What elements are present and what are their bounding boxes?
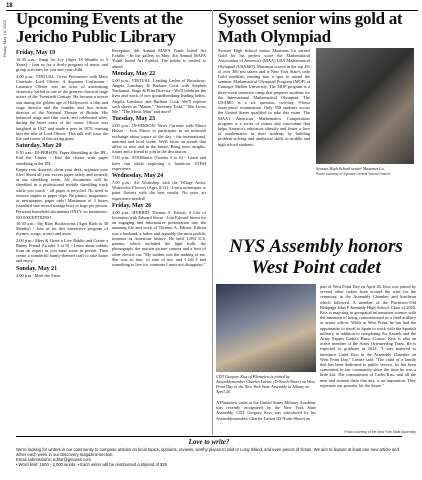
side-date: Friday, May 19, 2023	[2, 20, 7, 58]
student-photo-caption: Syosset High School senior Maximus Lu.	[316, 166, 385, 171]
event-paragraph: 2:00 p.m.: HYBRID: Thomas A. Edison: A Life of Invention with Edward Sierra - Join Edward Sierra for an engaging and informative presentation into the amazing life and work of Thomas A. Edison. Edison was a husband, a father and arguably the most prolific inventor in American history. He held 1,093 U.S. patents, which included the light bulb, the phonograph, the motion picture camera and a host of other electric car. "My mother was the making of me. She was so true, so sure of me; and I felt I had something to live for, someone I must not disappoint."	[112, 209, 206, 267]
event-paragraph: 10:30 a.m.: Itty Bitty Bookworms (Ages Birth to 30 Months) - Join us for this interactive program of rhymes, songs, stories and more.	[16, 220, 108, 237]
event-paragraph: 2:00 p.m.: Meet the Artist	[16, 272, 61, 278]
event-day-heading: Friday, May 26	[112, 202, 152, 209]
cadet-photo-caption: CDT Gregory Kiss of Plainview is joined by Assemblymember Charles Lavine (D-North Shore) on West Point Day in the New York State Assembly in Albany on April 26.	[216, 374, 315, 394]
event-day-heading: Friday, May 19	[16, 50, 56, 56]
event-day-heading: Sunday, May 21	[16, 265, 58, 272]
event-day-heading: Saturday, May 20	[16, 143, 62, 150]
love-to-write-box	[16, 436, 402, 467]
event-paragraph: 10:30 a.m.: Jump for Joy (Ages 18 Months to 5 Years) - Join us for a lively program of music and group activities for you and your child.	[16, 57, 108, 73]
event-paragraph: 7:00 p.m.: STEMtastic (Grades 3 to 6) - Learn and have fun while exploring a hands-on STEM experience.	[112, 155, 206, 171]
event-day-heading: Monday, May 22	[112, 70, 156, 77]
event-paragraph: 2:00 p.m.: Meet & Greet a Live Rabbit and Create a Bunny Friend (Grades 3 to 8) - Learn about rabbits from an expert as you meet some in person. Then create a wonderful bunny-themed craft to take home and enjoy.	[16, 237, 108, 264]
event-paragraph: Personal household documents ONLY, no businesses. NO EXCEPTIONS!	[16, 209, 108, 220]
event-paragraph: 7:00 p.m.: Art Workshop with the Village Artist: Watercolor Flowers (Ages 8-12) - Learn techniques to paint flowers with the best results. No prior art experience needed!	[112, 180, 206, 201]
event-paragraph: Reception: 4th Annual MAFA Youth Juried Art Exhibit - In the gallery in May: 4th Annual MAFA Youth Juried Art Exhibit. The public is invited to attend.	[112, 48, 206, 69]
event-paragraph: 2:00 p.m.: VIRTUAL: Great Performers with Mary Courtade: Lord Olivier: A Supreme Craftsman - Laurence Olivier was an actor of astonishing virtuosity, hailed as one of the greatest classical stage actors of the Twentieth Century. He became a movie star during the golden age of Hollywood, a film and stage director and the founder and first artistic director of the National Theatre of Britain. His balanced stage and film work, and celebrated roles, during the latter years of his career. Olivier was knighted in 1947 and made a peer in 1970, earning him the title of Lord Olivier. This talk will trace the life and career of this acting giant.	[16, 73, 108, 142]
cadet-photo-credit: Photo courtesy of the New York State Assembly	[344, 430, 416, 434]
event-day-heading: Tuesday, May 23	[112, 116, 155, 123]
library-column-1	[16, 48, 108, 433]
library-column-2	[112, 48, 206, 348]
cadet-photo	[216, 284, 316, 372]
event-paragraph: Empty your drawers, clean your desk, organize your files! Shred all your excess paper safely and securely at our shredding event. All documents will be shredded in a professional mobile shredding truck while you watch - all paper is recycled. No need to remove staples or paper clips. No plastic, magazines, or newspapers, paper only! Maximum of 3 boxes (standard size record storage box) or bags per person.	[16, 166, 108, 209]
love-title: Love to write?	[188, 438, 230, 446]
love-line-3: • Word limit: 1500 - 3,000 words. • Each writer will be reimbursed a stipend of $25	[16, 462, 168, 467]
event-paragraph: 2:00 p.m.: IN-PERSON: News Currents with Elinor Heiser - Join Elinor to participate in an informal exchange about topics of the day - the international, national and local scene. We'll focus on trends that affect us now and in the future. Bring your insights, issues and a friend to join in the discussion.	[112, 123, 206, 155]
column-divider	[212, 10, 213, 435]
student-photo	[316, 48, 414, 164]
love-line-1: We're looking for writers in our community to compose articles on local topics, opinions, reviews, worthy places to visit or Long Island, and even pieces of fiction. We aim to feature at least one new article and writer each week in our Discovery magazine section.	[16, 447, 399, 457]
event-day-heading: Wednesday, May 24	[112, 173, 164, 180]
event-paragraph: 9:30 a.m.: IN-PERSON: Paper Shredding at the JPL: End the Clutter - End the clutter with paper shredding at the JPL.	[16, 150, 108, 166]
event-paragraph: 2:00 p.m.: VIRTUAL: Leading Ladies of Broadway: Angela Lansbury & Barbara Cook with Stephen Nachamie, Stage & Film Director - We'll celebrate the lives and work of two groundbreaking leading ladies, Angela Lansbury and Barbara Cook. We'll explore such shows as "Mame," "Sweeney Todd," "She Loves Me," "The Music Man" and more!	[112, 77, 206, 115]
love-line-2: Email submissions: editor@gnewss.com	[16, 457, 91, 462]
olympiad-body: Syosset High School senior Maximus Lu earned Gold for his perfect score the Mathematical Association of America's (MAA) USA Mathematical Olympiad (USAMO). Maximus scored in the top 4% of over 300 test takers and is New York State's only Gold medalist, earning him a spot to attend the summer Mathematical Olympiad Program (MOP) at Carnegie Mellon University. The MOP program is a three-week intensive camp that prepares students for the International Mathematical Olympiad. The USAMO is a six question, two-day, 9-hour essay/proof examination. Only 558 students across the United States qualified to take this exam. The MAA's American Mathematics Competitions program is a series of exams and curriculum that helps America's educators identify and foster a love of mathematics in their students by building problem-solving and analytical skills in middle and high school students.	[218, 48, 310, 147]
cadet-headline: NYS Assembly honors West Point cadet	[229, 236, 403, 278]
library-headline: Upcoming Events at the Jericho Public Library	[16, 9, 183, 46]
olympiad-headline: Syosset senior wins gold at Math Olympiad	[218, 9, 403, 46]
student-photo-credit: Photo courtesy of Syosset Central School District	[316, 172, 390, 176]
page-number: 18	[6, 3, 13, 9]
cadet-body-1: A Plainview cadet at the United States Military Academy was recently recognized by the New York State Assembly. CDT Gregory Kiss was introduced by his Assemblymember, Charles Lavine (D-North Shore) as	[216, 400, 316, 421]
cadet-body-2: part of West Point Day on April 26. Kiss was joined by several other cadets from around the state for the ceremony in the Assembly Chamber and luncheon which followed. A member of the Plainview-Old Bethpage John F Kennedy High School, Class of 2020, Kiss is majoring in geospatial information science with the intention of being commissioned as a field artillery or armor officer. While at West Point, he has had the opportunity to travel to Spain to work with the Spanish military, in addition to completing Air Assault and the Army Sapper Cadet's Basic Course. Kiss is also an active member of the Army Orienteering Team. He is expected to graduate in 2024. "I was honored to introduce Cadet Kiss in the Assembly Chamber on West Point Day," Lavine said. "The child of a family that has been dedicated to public service, he has been committed to our community since the time he was a little kid. The commitment of Cadet Kiss, and all the men and women there that day, is an inspiration. They represent our promise for the future."	[320, 284, 416, 388]
